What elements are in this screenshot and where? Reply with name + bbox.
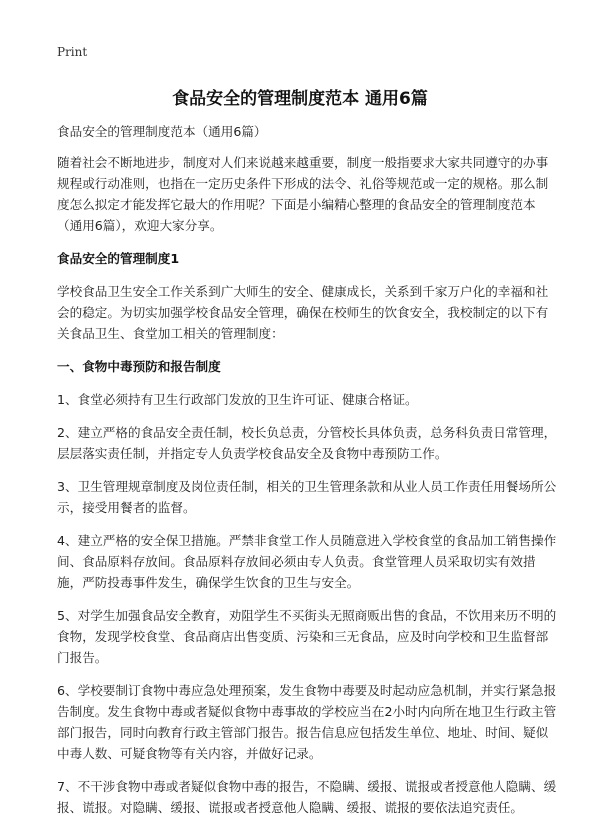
print-link[interactable]: Print <box>57 45 88 59</box>
document-body <box>57 121 557 830</box>
list-item: 2、建立严格的食品安全责任制，校长负总责，分管校长具体负责，总务科负责日常管理，层层落实责任制，并指定专人负责学校食品安全及食物中毒预防工作。 <box>57 425 557 461</box>
intro-paragraph: 随着社会不断地进步，制度对人们来说越来越重要，制度一般指要求大家共同遵守的办事规程或行动准则，也指在一定历史条件下形成的法令、礼俗等规范或一定的规格。那么制度怎么拟定才能发挥它最大的作用呢？下面是小编精心整理的食品安全的管理制度范本（通用6篇），欢迎大家分享。 <box>57 155 549 233</box>
list-item: 4、建立严格的安全保卫措施。严禁非食堂工作人员随意进入学校食堂的食品加工销售操作间、食品原料存放间。食品原料存放间必须由专人负责。食堂管理人员采取切实有效措施，严防投毒事件发生，确保学生饮食的卫生与安全。 <box>57 533 557 590</box>
list-item: 1、食堂必须持有卫生行政部门发放的卫生许可证、健康合格证。 <box>57 392 418 407</box>
list-item: 5、对学生加强食品安全教育，劝阻学生不买街头无照商贩出售的食品，不饮用来历不明的食物，发现学校食堂、食品商店出售变质、污染和三无食品，应及时向学校和卫生监督部门报告。 <box>57 608 557 665</box>
list-item: 7、不干涉食物中毒或者疑似食物中毒的报告，不隐瞒、缓报、谎报或者授意他人隐瞒、缓报、谎报。对隐瞒、缓报、谎报或者授意他人隐瞒、缓报、谎报的要依法追究责任。 <box>57 779 557 815</box>
page-title: 食品安全的管理制度范本 通用6篇 <box>172 89 428 109</box>
list-item: 6、学校要制订食物中毒应急处理预案，发生食物中毒要及时起动应急机制，并实行紧急报告制度。发生食物中毒或者疑似食物中毒事故的学校应当在2小时内向所在地卫生行政主管部门报告，同时向教育行政主管部门报告。报告信息应包括发生单位、地址、时间、疑似中毒人数、可疑食物等有关内容，并做好记录。 <box>57 683 557 761</box>
rule-heading: 食品安全的管理制度1 <box>57 251 180 266</box>
rule-paragraph: 学校食品卫生安全工作关系到广大师生的安全、健康成长，关系到千家万户化的幸福和社会的稳定。为切实加强学校食品安全管理，确保在校师生的饮食安全，我校制定的以下有关食品卫生、食堂加工相关的管理制度： <box>57 284 549 341</box>
list-item: 3、卫生管理规章制度及岗位责任制，相关的卫生管理条款和从业人员工作责任用餐场所公示，接受用餐者的监督。 <box>57 479 557 515</box>
section-heading: 一、食物中毒预防和报告制度 <box>57 359 221 374</box>
document-subtitle: 食品安全的管理制度范本（通用6篇） <box>57 124 267 139</box>
